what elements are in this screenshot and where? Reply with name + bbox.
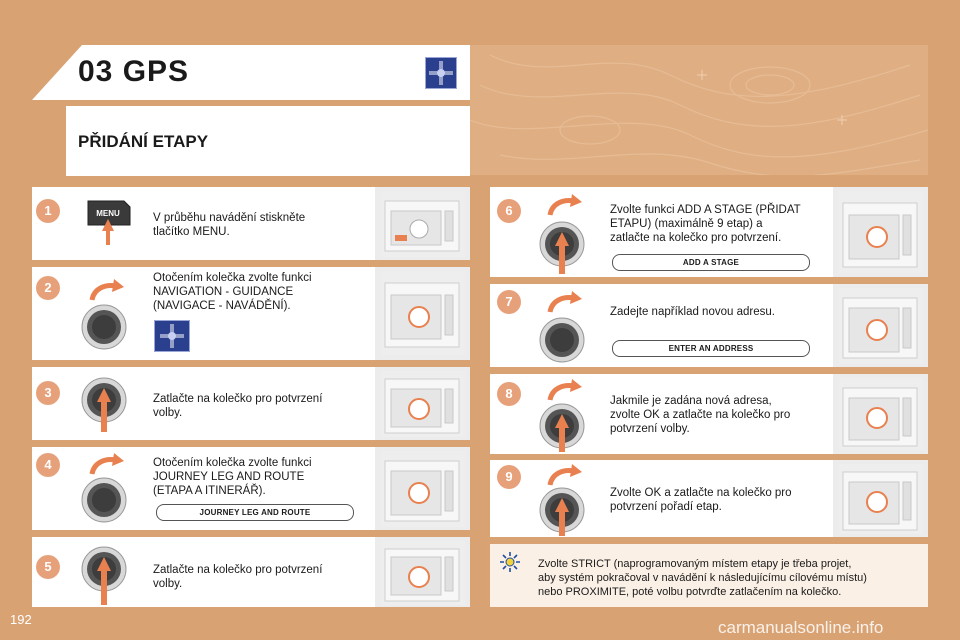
- tip-text-line: Zvolte STRICT (naprogramovaným místem etapy je třeba projet,: [538, 558, 852, 570]
- step-text-line: (NAVIGACE - NAVÁDĚNÍ).: [153, 300, 291, 312]
- control-knob-press-icon: [80, 376, 128, 434]
- enter-address-pill: ENTER AN ADDRESS: [612, 340, 810, 357]
- step-badge-6: 6: [497, 199, 521, 223]
- tip-text-line: nebo PROXIMITE, poté volbu potvrďte zatlačením na kolečko.: [538, 586, 842, 598]
- radio-panel-illustration: [833, 284, 928, 367]
- add-stage-pill: ADD A STAGE: [612, 254, 810, 271]
- radio-panel-illustration: [375, 367, 470, 440]
- radio-panel-illustration: [833, 187, 928, 277]
- radio-panel-illustration: [375, 267, 470, 360]
- step-text-5: [153, 563, 322, 591]
- menu-button-label: MENU: [96, 209, 120, 218]
- step-text-line: Zvolte funkci ADD A STAGE (PŘIDAT: [610, 204, 801, 216]
- step-badge-9: 9: [497, 465, 521, 489]
- control-knob-press-icon: [538, 486, 586, 537]
- control-knob-icon: [538, 316, 586, 364]
- journey-leg-pill: JOURNEY LEG AND ROUTE: [156, 504, 354, 521]
- step-text-line: zatlačte na kolečko pro potvrzení.: [610, 232, 782, 244]
- control-knob-icon: [80, 476, 128, 524]
- radio-panel-illustration: [833, 460, 928, 537]
- step-text-3: [153, 392, 322, 420]
- rotate-arrow-icon: [546, 290, 586, 314]
- step-text-line: volby.: [153, 407, 183, 419]
- rotate-arrow-icon: [88, 452, 128, 476]
- step-text-line: potvrzení volby.: [610, 423, 690, 435]
- step-text-line: (ETAPA A ITINERÁŘ).: [153, 485, 266, 497]
- step-text-line: Zatlačte na kolečko pro potvrzení: [153, 393, 323, 405]
- rotate-arrow-icon: [88, 278, 128, 302]
- control-knob-press-icon: [80, 545, 128, 607]
- step-text-9: [610, 486, 792, 514]
- rotate-arrow-icon: [546, 463, 586, 487]
- step-badge-4: 4: [36, 453, 60, 477]
- step-text-line: V průběhu navádění stiskněte: [153, 212, 306, 224]
- gps-crosshair-icon: [425, 57, 457, 89]
- menu-button-illustration: [84, 197, 134, 252]
- radio-panel-illustration: [375, 447, 470, 530]
- control-knob-press-icon: [538, 402, 586, 454]
- tip-text: [538, 557, 867, 599]
- step-badge-5: 5: [36, 555, 60, 579]
- rotate-arrow-icon: [546, 193, 586, 217]
- control-knob-press-icon: [538, 220, 586, 276]
- step-text-6: [610, 203, 801, 245]
- step-text-line: Jakmile je zadána nová adresa,: [610, 395, 772, 407]
- step-text-line: NAVIGATION - GUIDANCE: [153, 286, 294, 298]
- tip-text-line: aby systém pokračoval v navádění k následujícímu cílovému místu): [538, 572, 867, 584]
- step-text-line: potvrzení pořadí etap.: [610, 501, 722, 513]
- step-text-line: JOURNEY LEG AND ROUTE: [153, 471, 305, 483]
- step-text-8: [610, 394, 790, 436]
- step-text-1: [153, 211, 305, 239]
- step-text-4: [153, 456, 312, 498]
- rotate-arrow-icon: [546, 378, 586, 402]
- step-text-line: Zadejte například novou adresu.: [610, 306, 775, 318]
- step-badge-7: 7: [497, 290, 521, 314]
- step-badge-1: 1: [36, 199, 60, 223]
- section-title: PŘIDÁNÍ ETAPY: [78, 132, 209, 151]
- navigation-guidance-icon: [154, 320, 190, 352]
- step-text-line: Zatlačte na kolečko pro potvrzení: [153, 564, 323, 576]
- step-text-line: Otočením kolečka zvolte funkci: [153, 272, 312, 284]
- radio-panel-illustration: [375, 537, 470, 607]
- radio-panel-illustration: [375, 187, 470, 260]
- step-text-2: [153, 271, 312, 313]
- step-text-line: volby.: [153, 578, 183, 590]
- step-text-line: tlačítko MENU.: [153, 226, 230, 238]
- watermark-text: carmanualsonline.info: [718, 618, 884, 637]
- page-number: 192: [10, 612, 32, 627]
- step-badge-3: 3: [36, 381, 60, 405]
- step-text-line: Otočením kolečka zvolte funkci: [153, 457, 312, 469]
- step-text-line: zvolte OK a zatlačte na kolečko pro: [610, 409, 791, 421]
- step-text-line: Zvolte OK a zatlačte na kolečko pro: [610, 487, 792, 499]
- topographic-map-decoration: [470, 45, 928, 175]
- radio-panel-illustration: [833, 374, 928, 454]
- step-text-line: ETAPU) (maximálně 9 etap) a: [610, 218, 763, 230]
- lightbulb-tip-icon: [499, 551, 521, 573]
- step-badge-8: 8: [497, 382, 521, 406]
- control-knob-icon: [80, 303, 128, 351]
- step-badge-2: 2: [36, 276, 60, 300]
- step-text-7: [610, 305, 775, 319]
- page-title: 03 GPS: [78, 55, 190, 88]
